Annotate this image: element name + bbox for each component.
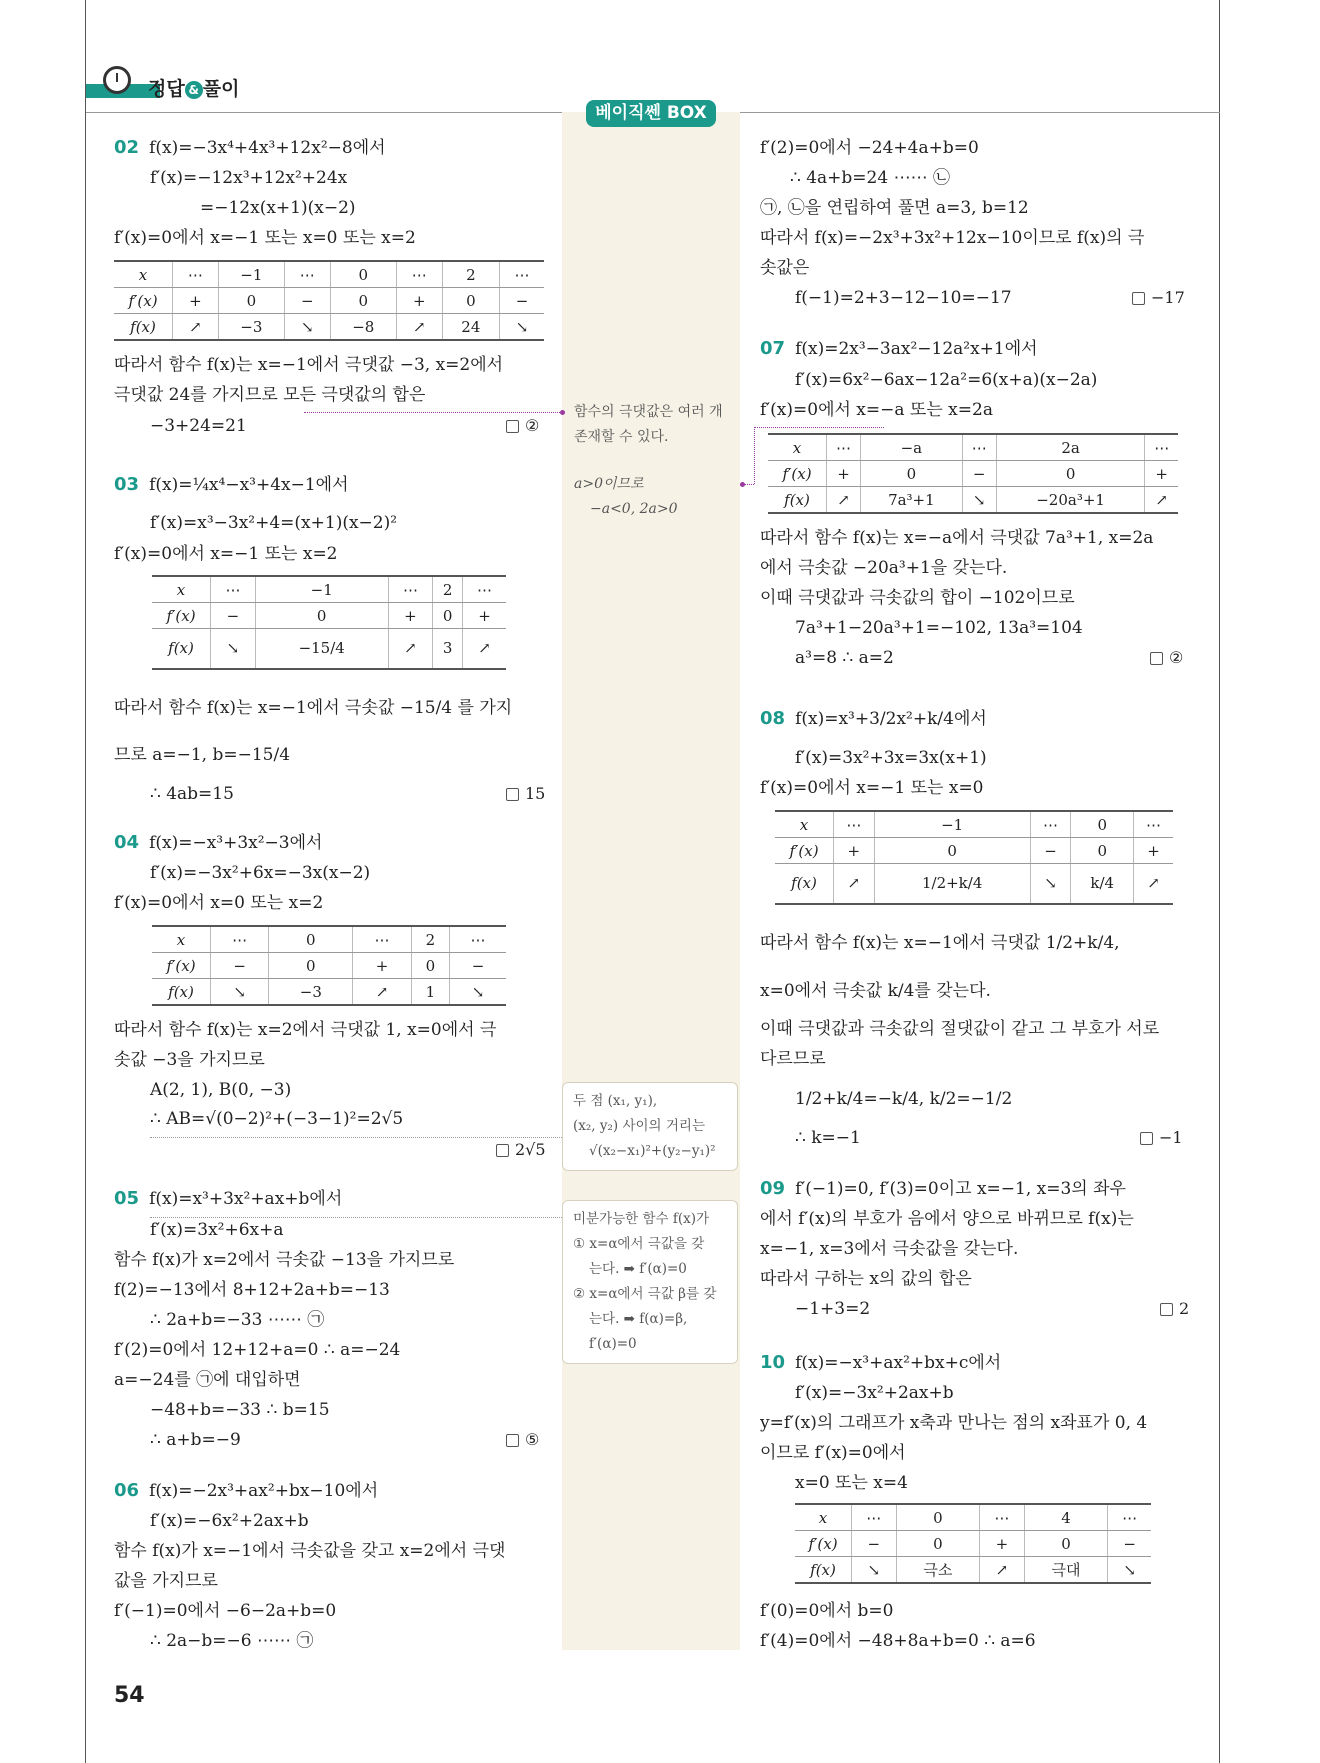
side-note-distance bbox=[562, 1082, 738, 1171]
header-title bbox=[148, 74, 239, 101]
table-cell: 0 bbox=[1071, 838, 1134, 864]
table-cell: ↗ bbox=[462, 629, 506, 669]
table-cell: 0 bbox=[896, 1504, 980, 1531]
table-cell: 1/2+k/4 bbox=[874, 864, 1030, 904]
table-cell: 0 bbox=[330, 261, 396, 288]
problem-07-after-3: 이때 극댓값과 극솟값의 합이 −102이므로 bbox=[760, 588, 1075, 608]
problem-09-line-1 bbox=[760, 1176, 1126, 1202]
problem-04-after-1: 따라서 함수 f(x)는 x=2에서 극댓값 1, x=0에서 극 bbox=[114, 1020, 497, 1040]
alarm-clock-icon bbox=[103, 66, 131, 94]
problem-text: f(x)=−3x⁴+4x³+12x²−8에서 bbox=[149, 138, 386, 158]
table-cell: ↘ bbox=[1108, 1557, 1151, 1584]
table-cell: + bbox=[1145, 461, 1178, 487]
problem-08-after-5: 1/2+k/4=−k/4, k/2=−1/2 bbox=[795, 1089, 1013, 1109]
table-cell: −a bbox=[861, 434, 963, 461]
table-cell: + bbox=[1134, 838, 1173, 864]
table-row bbox=[795, 1504, 1151, 1531]
problem-number: 05 bbox=[114, 1188, 140, 1209]
problem-07-answer bbox=[1150, 648, 1183, 667]
table-cell: ⋯ bbox=[827, 434, 861, 461]
table-cell: 2 bbox=[442, 261, 499, 288]
basic-box-badge: 베이직쎈 BOX bbox=[586, 100, 716, 127]
connector-line bbox=[150, 1137, 562, 1138]
table-cell: ↘ bbox=[1030, 864, 1071, 904]
table-cell: ↘ bbox=[284, 314, 330, 341]
table-cell: 0 bbox=[433, 603, 463, 629]
table-cell: x bbox=[114, 261, 173, 288]
problem-05-line-6: f′(2)=0에서 12+12+a=0 ∴ a=−24 bbox=[114, 1340, 401, 1360]
table-cell: 2a bbox=[996, 434, 1145, 461]
problem-04-after-2: 솟값 −3을 가지므로 bbox=[114, 1050, 265, 1070]
answer-value: ⑤ bbox=[525, 1430, 540, 1449]
problem-04-after-4: ∴ AB=√(0−2)²+(−3−1)²=2√5 bbox=[150, 1109, 404, 1129]
table-cell: f(x) bbox=[768, 487, 827, 514]
problem-number: 02 bbox=[114, 137, 140, 158]
table-cell: 24 bbox=[442, 314, 499, 341]
table-cell: ↗ bbox=[980, 1557, 1025, 1584]
problem-number: 07 bbox=[760, 338, 786, 359]
table-cell: ↘ bbox=[211, 979, 269, 1006]
table-row bbox=[775, 838, 1173, 864]
problem-04-answer bbox=[496, 1140, 546, 1159]
table-cell: ↗ bbox=[1145, 487, 1178, 514]
table-cell: −8 bbox=[330, 314, 396, 341]
table-cell: f(x) bbox=[795, 1557, 852, 1584]
table-cell: ⋯ bbox=[852, 1504, 897, 1531]
problem-06-cont-5: 솟값은 bbox=[760, 258, 810, 278]
table-cell: −1 bbox=[874, 811, 1030, 838]
problem-05-line-4: f(2)=−13에서 8+12+2a+b=−13 bbox=[114, 1280, 390, 1300]
side-note-line: ② x=α에서 극값 β를 갖 bbox=[573, 1286, 717, 1302]
problem-06-cont-6: f(−1)=2+3−12−10=−17 bbox=[795, 288, 1012, 308]
table-row bbox=[152, 576, 506, 603]
problem-text: f(x)=−2x³+ax²+bx−10에서 bbox=[149, 1481, 379, 1501]
problem-02-line-3: =−12x(x+1)(x−2) bbox=[200, 198, 356, 218]
side-note-maxima bbox=[574, 400, 723, 450]
problem-02-sign-table bbox=[114, 260, 544, 341]
problem-10-after-2: f′(4)=0에서 −48+8a+b=0 ∴ a=6 bbox=[760, 1631, 1036, 1651]
table-cell: −15/4 bbox=[255, 629, 388, 669]
problem-09-line-4: 따라서 구하는 x의 값의 합은 bbox=[760, 1269, 972, 1289]
table-cell: ⋯ bbox=[834, 811, 875, 838]
page-right-border bbox=[1219, 0, 1220, 1763]
problem-08-after-2: x=0에서 극솟값 k/4를 갖는다. bbox=[760, 981, 991, 1001]
table-cell: 3 bbox=[433, 629, 463, 669]
table-row bbox=[152, 953, 506, 979]
problem-number: 03 bbox=[114, 474, 140, 495]
answer-mark-icon bbox=[506, 420, 519, 433]
basic-box-column bbox=[562, 112, 740, 1650]
problem-05-line-1 bbox=[114, 1186, 342, 1212]
table-cell: ⋯ bbox=[396, 261, 442, 288]
table-cell: ⋯ bbox=[980, 1504, 1025, 1531]
problem-07-line-1 bbox=[760, 336, 1038, 362]
table-cell: ⋯ bbox=[211, 576, 256, 603]
table-cell: − bbox=[852, 1531, 897, 1557]
problem-05-line-2: f′(x)=3x²+6x+a bbox=[150, 1220, 284, 1240]
problem-text: f(x)=2x³−3ax²−12a²x+1에서 bbox=[795, 339, 1038, 359]
table-cell: + bbox=[827, 461, 861, 487]
side-note-differentiable bbox=[562, 1200, 738, 1364]
table-cell: −1 bbox=[255, 576, 388, 603]
table-cell: ⋯ bbox=[388, 576, 433, 603]
table-cell: − bbox=[500, 288, 544, 314]
problem-07-after-5: a³=8 ∴ a=2 bbox=[795, 648, 894, 668]
side-note-line: a>0이므로 bbox=[574, 476, 644, 492]
answer-mark-icon bbox=[1132, 292, 1145, 305]
table-cell: f(x) bbox=[152, 629, 211, 669]
side-note-line: 미분가능한 함수 f(x)가 bbox=[573, 1211, 710, 1227]
problem-10-line-3: y=f′(x)의 그래프가 x축과 만나는 점의 x좌표가 0, 4 bbox=[760, 1413, 1148, 1433]
problem-08-after-3: 이때 극댓값과 극솟값의 절댓값이 같고 그 부호가 서로 bbox=[760, 1019, 1160, 1039]
table-cell: k/4 bbox=[1071, 864, 1134, 904]
problem-08-line-2: f′(x)=3x²+3x=3x(x+1) bbox=[795, 748, 987, 768]
table-cell: ↗ bbox=[1134, 864, 1173, 904]
table-cell: ↗ bbox=[388, 629, 433, 669]
table-cell: f′(x) bbox=[114, 288, 173, 314]
problem-06-line-4: 값을 가지므로 bbox=[114, 1571, 218, 1591]
problem-10-line-4: 이므로 f′(x)=0에서 bbox=[760, 1443, 906, 1463]
problem-number: 06 bbox=[114, 1480, 140, 1501]
problem-04-line-3: f′(x)=0에서 x=0 또는 x=2 bbox=[114, 893, 324, 913]
side-note-line: 는다. ➡ f′(α)=0 bbox=[589, 1261, 687, 1277]
problem-06-answer bbox=[1132, 288, 1185, 307]
table-cell: ⋯ bbox=[1145, 434, 1178, 461]
problem-10-line-2: f′(x)=−3x²+2ax+b bbox=[795, 1383, 954, 1403]
table-cell: x bbox=[795, 1504, 852, 1531]
page-left-border bbox=[85, 0, 86, 1763]
table-row bbox=[775, 864, 1173, 904]
problem-08-line-3: f′(x)=0에서 x=−1 또는 x=0 bbox=[760, 778, 984, 798]
table-cell: ⋯ bbox=[211, 926, 269, 953]
answer-value: ② bbox=[525, 416, 540, 435]
table-cell: ↗ bbox=[834, 864, 875, 904]
problem-06-line-5: f′(−1)=0에서 −6−2a+b=0 bbox=[114, 1601, 337, 1621]
problem-09-answer bbox=[1160, 1299, 1189, 1318]
table-cell: 0 bbox=[1071, 811, 1134, 838]
table-cell: + bbox=[834, 838, 875, 864]
connector-line bbox=[744, 484, 754, 485]
table-cell: + bbox=[173, 288, 219, 314]
table-cell: ⋯ bbox=[962, 434, 996, 461]
table-cell: 극소 bbox=[896, 1557, 980, 1584]
side-note-sign bbox=[574, 472, 678, 522]
header-title-amp: & bbox=[185, 81, 203, 99]
table-row bbox=[152, 629, 506, 669]
side-note-line: −a<0, 2a>0 bbox=[590, 501, 678, 517]
table-cell: − bbox=[1030, 838, 1071, 864]
table-cell: ⋯ bbox=[353, 926, 411, 953]
answer-mark-icon bbox=[506, 788, 519, 801]
table-cell: ↘ bbox=[500, 314, 544, 341]
side-note-line: 존재할 수 있다. bbox=[574, 429, 669, 445]
answer-mark-icon bbox=[496, 1144, 509, 1157]
answer-mark-icon bbox=[1140, 1132, 1153, 1145]
table-cell: ⋯ bbox=[173, 261, 219, 288]
table-row bbox=[114, 288, 544, 314]
problem-07-line-2: f′(x)=6x²−6ax−12a²=6(x+a)(x−2a) bbox=[795, 370, 1098, 390]
connector-line bbox=[754, 427, 884, 428]
answer-value: 2 bbox=[1179, 1299, 1190, 1318]
side-note-line: 함수의 극댓값은 여러 개 bbox=[574, 404, 723, 420]
table-cell: ↘ bbox=[852, 1557, 897, 1584]
problem-number: 09 bbox=[760, 1178, 786, 1199]
problem-06-line-1 bbox=[114, 1478, 378, 1504]
table-row bbox=[114, 261, 544, 288]
table-cell: 0 bbox=[874, 838, 1030, 864]
problem-03-line-2: f′(x)=x³−3x²+4=(x+1)(x−2)² bbox=[150, 513, 398, 533]
table-cell: ↘ bbox=[450, 979, 506, 1006]
table-cell: 0 bbox=[1024, 1531, 1108, 1557]
problem-04-line-1 bbox=[114, 830, 322, 856]
table-cell: f′(x) bbox=[152, 603, 211, 629]
problem-03-sign-table bbox=[152, 575, 506, 670]
problem-number: 08 bbox=[760, 708, 786, 729]
table-cell: f(x) bbox=[152, 979, 211, 1006]
problem-02-after-3: −3+24=21 bbox=[150, 416, 247, 436]
problem-text: f(x)=x³+3/2x²+k/4에서 bbox=[795, 709, 987, 729]
table-cell: 2 bbox=[433, 576, 463, 603]
table-cell: ↗ bbox=[173, 314, 219, 341]
page-number: 54 bbox=[114, 1683, 145, 1708]
problem-02-after-1: 따라서 함수 f(x)는 x=−1에서 극댓값 −3, x=2에서 bbox=[114, 355, 504, 375]
problem-09-line-3: x=−1, x=3에서 극솟값을 갖는다. bbox=[760, 1239, 1019, 1259]
answer-value: ② bbox=[1169, 648, 1184, 667]
table-row bbox=[152, 603, 506, 629]
problem-07-line-3: f′(x)=0에서 x=−a 또는 x=2a bbox=[760, 400, 993, 420]
problem-07-sign-table bbox=[768, 433, 1178, 514]
table-cell: + bbox=[462, 603, 506, 629]
problem-10-line-5: x=0 또는 x=4 bbox=[795, 1473, 908, 1493]
answer-value: 15 bbox=[525, 784, 546, 803]
answer-value: −1 bbox=[1159, 1128, 1183, 1147]
problem-05-line-5: ∴ 2a+b=−33 ⋯⋯ ㉠ bbox=[150, 1310, 325, 1330]
table-cell: + bbox=[980, 1531, 1025, 1557]
table-cell: f′(x) bbox=[775, 838, 834, 864]
answer-value: 2√5 bbox=[515, 1140, 546, 1159]
problem-08-after-4: 다르므로 bbox=[760, 1049, 826, 1069]
table-row bbox=[768, 461, 1178, 487]
problem-07-after-2: 에서 극솟값 −20a³+1을 갖는다. bbox=[760, 558, 1008, 578]
table-cell: x bbox=[768, 434, 827, 461]
table-cell: 0 bbox=[269, 926, 353, 953]
problem-05-line-9: ∴ a+b=−9 bbox=[150, 1430, 241, 1450]
problem-06-line-3: 함수 f(x)가 x=−1에서 극솟값을 갖고 x=2에서 극댓 bbox=[114, 1541, 506, 1561]
table-cell: −1 bbox=[218, 261, 284, 288]
table-row bbox=[152, 926, 506, 953]
table-cell: + bbox=[353, 953, 411, 979]
table-cell: 0 bbox=[442, 288, 499, 314]
table-cell: ↘ bbox=[962, 487, 996, 514]
problem-09-line-5: −1+3=2 bbox=[795, 1299, 871, 1319]
header-title-a: 정답 bbox=[148, 78, 185, 100]
connector-line bbox=[304, 412, 562, 413]
answer-value: −17 bbox=[1151, 288, 1185, 307]
problem-05-line-7: a=−24를 ㉠에 대입하면 bbox=[114, 1370, 301, 1390]
table-cell: 4 bbox=[1024, 1504, 1108, 1531]
table-cell: −20a³+1 bbox=[996, 487, 1145, 514]
table-cell: x bbox=[775, 811, 834, 838]
problem-08-after-6: ∴ k=−1 bbox=[795, 1128, 861, 1148]
problem-10-line-1 bbox=[760, 1350, 1001, 1376]
header-title-b: 풀이 bbox=[202, 78, 240, 100]
problem-text: f′(−1)=0, f′(3)=0이고 x=−1, x=3의 좌우 bbox=[795, 1179, 1126, 1199]
table-row bbox=[768, 487, 1178, 514]
problem-02-answer bbox=[506, 416, 539, 435]
problem-03-line-1 bbox=[114, 472, 349, 498]
table-cell: + bbox=[396, 288, 442, 314]
problem-08-after-1: 따라서 함수 f(x)는 x=−1에서 극댓값 1/2+k/4, bbox=[760, 933, 1120, 953]
table-cell: ⋯ bbox=[462, 576, 506, 603]
problem-03-after-3: ∴ 4ab=15 bbox=[150, 784, 234, 804]
problem-05-line-8: −48+b=−33 ∴ b=15 bbox=[150, 1400, 330, 1420]
table-cell: f(x) bbox=[114, 314, 173, 341]
side-note-line: 는다. ➡ f(α)=β, bbox=[589, 1311, 688, 1327]
problem-10-after-1: f′(0)=0에서 b=0 bbox=[760, 1601, 894, 1621]
table-cell: − bbox=[962, 461, 996, 487]
problem-text: f(x)=x³+3x²+ax+b에서 bbox=[149, 1189, 343, 1209]
problem-text: f(x)=−x³+ax²+bx+c에서 bbox=[795, 1353, 1002, 1373]
problem-08-answer bbox=[1140, 1128, 1183, 1147]
problem-08-line-1 bbox=[760, 706, 987, 732]
side-note-line: f′(α)=0 bbox=[589, 1336, 637, 1352]
problem-07-after-1: 따라서 함수 f(x)는 x=−a에서 극댓값 7a³+1, x=2a bbox=[760, 528, 1154, 548]
side-note-line: √(x₂−x₁)²+(y₂−y₁)² bbox=[589, 1143, 716, 1159]
problem-09-line-2: 에서 f′(x)의 부호가 음에서 양으로 바뀌므로 f(x)는 bbox=[760, 1209, 1134, 1229]
connector-line bbox=[754, 427, 755, 484]
table-cell: −3 bbox=[218, 314, 284, 341]
table-cell: ↗ bbox=[396, 314, 442, 341]
table-cell: x bbox=[152, 576, 211, 603]
problem-04-sign-table bbox=[152, 925, 506, 1006]
problem-04-line-2: f′(x)=−3x²+6x=−3x(x−2) bbox=[150, 863, 371, 883]
problem-04-after-3: A(2, 1), B(0, −3) bbox=[150, 1080, 292, 1100]
side-note-line: ① x=α에서 극값을 갖 bbox=[573, 1236, 705, 1252]
problem-number: 04 bbox=[114, 832, 140, 853]
table-cell: ↘ bbox=[211, 629, 256, 669]
problem-06-line-2: f′(x)=−6x²+2ax+b bbox=[150, 1511, 309, 1531]
problem-10-sign-table bbox=[795, 1503, 1151, 1584]
problem-text: f(x)=¼x⁴−x³+4x−1에서 bbox=[149, 475, 349, 495]
table-cell: 7a³+1 bbox=[861, 487, 963, 514]
problem-03-answer bbox=[506, 784, 545, 803]
problem-02-after-2: 극댓값 24를 가지므로 모든 극댓값의 합은 bbox=[114, 385, 426, 405]
table-cell: − bbox=[211, 953, 269, 979]
problem-06-cont-2: ∴ 4a+b=24 ⋯⋯ ㉡ bbox=[790, 168, 950, 188]
problem-02-line-4: f′(x)=0에서 x=−1 또는 x=0 또는 x=2 bbox=[114, 228, 416, 248]
problem-07-after-4: 7a³+1−20a³+1=−102, 13a³=104 bbox=[795, 618, 1083, 638]
table-cell: f(x) bbox=[775, 864, 834, 904]
table-cell: ⋯ bbox=[1108, 1504, 1151, 1531]
table-cell: f′(x) bbox=[152, 953, 211, 979]
table-cell: 0 bbox=[996, 461, 1145, 487]
answer-mark-icon bbox=[506, 1434, 519, 1447]
problem-03-after-2: 므로 a=−1, b=−15/4 bbox=[114, 745, 291, 765]
answer-mark-icon bbox=[1160, 1303, 1173, 1316]
table-cell: − bbox=[284, 288, 330, 314]
connector-dot bbox=[560, 410, 565, 415]
problem-05-line-3: 함수 f(x)가 x=2에서 극솟값 −13을 가지므로 bbox=[114, 1250, 455, 1270]
table-cell: ↗ bbox=[827, 487, 861, 514]
table-cell: ⋯ bbox=[284, 261, 330, 288]
table-cell: − bbox=[1108, 1531, 1151, 1557]
table-cell: 0 bbox=[269, 953, 353, 979]
problem-08-sign-table bbox=[775, 810, 1173, 905]
table-cell: ⋯ bbox=[1030, 811, 1071, 838]
problem-06-cont-3: ㉠, ㉡을 연립하여 풀면 a=3, b=12 bbox=[760, 198, 1029, 218]
table-cell: 0 bbox=[896, 1531, 980, 1557]
table-row bbox=[795, 1557, 1151, 1584]
table-cell: 1 bbox=[411, 979, 449, 1006]
table-cell: f′(x) bbox=[768, 461, 827, 487]
problem-03-after-1: 따라서 함수 f(x)는 x=−1에서 극솟값 −15/4 를 가지 bbox=[114, 698, 513, 718]
table-cell: f′(x) bbox=[795, 1531, 852, 1557]
table-cell: 극대 bbox=[1024, 1557, 1108, 1584]
table-cell: 2 bbox=[411, 926, 449, 953]
problem-06-cont-1: f′(2)=0에서 −24+4a+b=0 bbox=[760, 138, 979, 158]
table-row bbox=[795, 1531, 1151, 1557]
side-note-line: 두 점 (x₁, y₁), bbox=[573, 1093, 658, 1109]
table-cell: ⋯ bbox=[450, 926, 506, 953]
problem-03-line-3: f′(x)=0에서 x=−1 또는 x=2 bbox=[114, 544, 338, 564]
problem-number: 10 bbox=[760, 1352, 786, 1373]
problem-06-line-6: ∴ 2a−b=−6 ⋯⋯ ㉠ bbox=[150, 1631, 314, 1651]
table-cell: 0 bbox=[330, 288, 396, 314]
table-cell: ↗ bbox=[353, 979, 411, 1006]
table-cell: − bbox=[211, 603, 256, 629]
table-cell: −3 bbox=[269, 979, 353, 1006]
table-row bbox=[768, 434, 1178, 461]
table-cell: + bbox=[388, 603, 433, 629]
table-cell: 0 bbox=[861, 461, 963, 487]
side-note-line: (x₂, y₂) 사이의 거리는 bbox=[573, 1118, 706, 1134]
answer-mark-icon bbox=[1150, 652, 1163, 665]
problem-06-cont-4: 따라서 f(x)=−2x³+3x²+12x−10이므로 f(x)의 극 bbox=[760, 228, 1145, 248]
table-cell: 0 bbox=[218, 288, 284, 314]
table-row bbox=[152, 979, 506, 1006]
table-cell: x bbox=[152, 926, 211, 953]
table-row bbox=[775, 811, 1173, 838]
table-cell: − bbox=[450, 953, 506, 979]
problem-text: f(x)=−x³+3x²−3에서 bbox=[149, 833, 323, 853]
problem-02-line-1 bbox=[114, 135, 386, 161]
problem-05-answer bbox=[506, 1430, 539, 1449]
problem-02-line-2: f′(x)=−12x³+12x²+24x bbox=[150, 168, 348, 188]
table-cell: 0 bbox=[255, 603, 388, 629]
table-row bbox=[114, 314, 544, 341]
table-cell: ⋯ bbox=[1134, 811, 1173, 838]
table-cell: ⋯ bbox=[500, 261, 544, 288]
table-cell: 0 bbox=[411, 953, 449, 979]
